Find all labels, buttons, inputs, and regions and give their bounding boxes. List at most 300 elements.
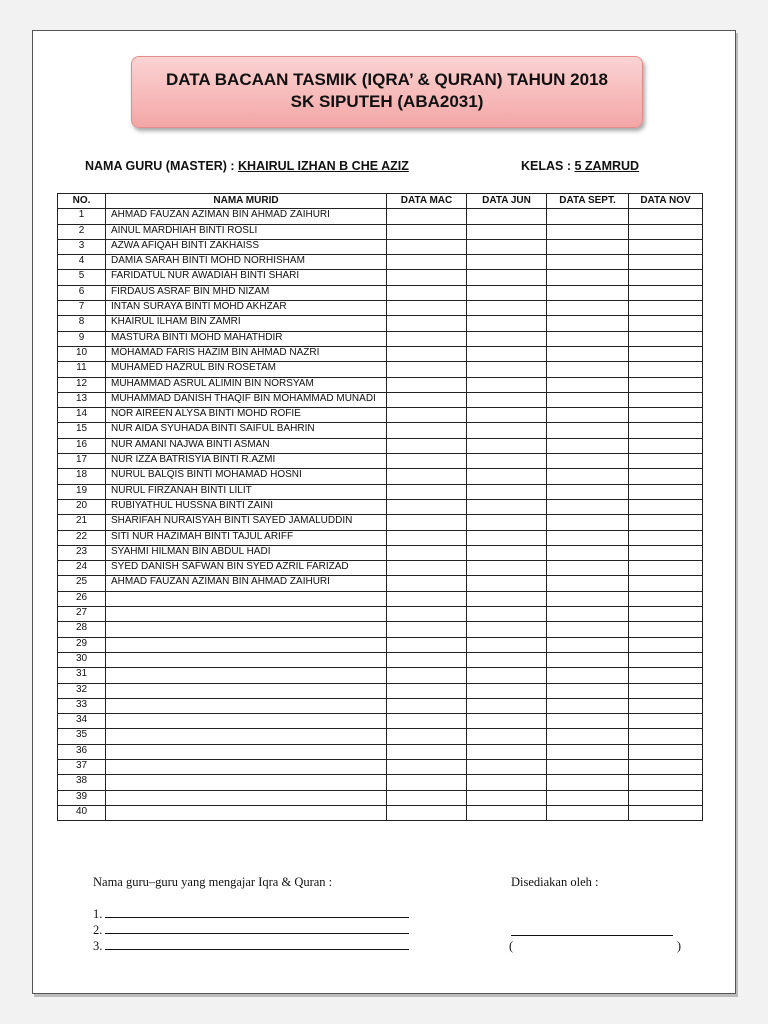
row-number: 35	[58, 729, 106, 744]
data-nov-cell	[629, 729, 703, 744]
data-nov-cell	[629, 652, 703, 667]
table-row	[58, 561, 703, 576]
student-name: NUR IZZA BATRISYIA BINTI R.AZMI	[106, 454, 387, 469]
table-row	[58, 652, 703, 667]
data-sept-cell	[547, 668, 629, 683]
student-name: INTAN SURAYA BINTI MOHD AKHZAR	[106, 301, 387, 316]
data-jun-cell	[467, 714, 547, 729]
data-jun-cell	[467, 239, 547, 254]
data-jun-cell	[467, 224, 547, 239]
data-mac-cell	[387, 591, 467, 606]
teacher-line-1	[93, 907, 409, 922]
row-number: 6	[58, 285, 106, 300]
data-nov-cell	[629, 591, 703, 606]
data-nov-cell	[629, 698, 703, 713]
data-jun-cell	[467, 454, 547, 469]
student-name: SYED DANISH SAFWAN BIN SYED AZRIL FARIZAD	[106, 561, 387, 576]
row-number: 11	[58, 362, 106, 377]
data-mac-cell	[387, 698, 467, 713]
data-nov-cell	[629, 209, 703, 224]
student-name: AHMAD FAUZAN AZIMAN BIN AHMAD ZAIHURI	[106, 576, 387, 591]
teacher-line-3	[93, 939, 409, 954]
student-name: NUR AIDA SYUHADA BINTI SAIFUL BAHRIN	[106, 423, 387, 438]
data-nov-cell	[629, 545, 703, 560]
row-number: 17	[58, 454, 106, 469]
table-row	[58, 790, 703, 805]
header-data-jun: DATA JUN	[467, 194, 547, 209]
table-row	[58, 683, 703, 698]
data-nov-cell	[629, 285, 703, 300]
data-sept-cell	[547, 576, 629, 591]
data-jun-cell	[467, 392, 547, 407]
data-mac-cell	[387, 438, 467, 453]
data-nov-cell	[629, 668, 703, 683]
row-number: 19	[58, 484, 106, 499]
data-mac-cell	[387, 714, 467, 729]
teachers-label: Nama guru–guru yang mengajar Iqra & Quran :	[93, 875, 333, 889]
row-number: 23	[58, 545, 106, 560]
data-jun-cell	[467, 683, 547, 698]
student-name: AINUL MARDHIAH BINTI ROSLI	[106, 224, 387, 239]
table-row	[58, 438, 703, 453]
data-nov-cell	[629, 438, 703, 453]
student-name: NUR AMANI NAJWA BINTI ASMAN	[106, 438, 387, 453]
data-mac-cell	[387, 637, 467, 652]
data-mac-cell	[387, 224, 467, 239]
student-name: MUHAMMAD DANISH THAQIF BIN MOHAMMAD MUNADI	[106, 392, 387, 407]
data-jun-cell	[467, 301, 547, 316]
table-row	[58, 469, 703, 484]
data-mac-cell	[387, 530, 467, 545]
data-jun-cell	[467, 530, 547, 545]
row-number: 29	[58, 637, 106, 652]
student-name	[106, 652, 387, 667]
data-jun-cell	[467, 209, 547, 224]
data-mac-cell	[387, 331, 467, 346]
data-mac-cell	[387, 515, 467, 530]
data-mac-cell	[387, 683, 467, 698]
row-number: 26	[58, 591, 106, 606]
signature-line	[511, 935, 673, 936]
data-jun-cell	[467, 423, 547, 438]
data-mac-cell	[387, 729, 467, 744]
table-header-row	[58, 194, 703, 209]
data-mac-cell	[387, 270, 467, 285]
row-number: 34	[58, 714, 106, 729]
student-name: MOHAMAD FARIS HAZIM BIN AHMAD NAZRI	[106, 346, 387, 361]
row-number: 27	[58, 607, 106, 622]
data-sept-cell	[547, 316, 629, 331]
table-row	[58, 515, 703, 530]
data-nov-cell	[629, 499, 703, 514]
data-mac-cell	[387, 377, 467, 392]
row-number: 32	[58, 683, 106, 698]
data-mac-cell	[387, 316, 467, 331]
row-number: 9	[58, 331, 106, 346]
row-number: 4	[58, 255, 106, 270]
data-nov-cell	[629, 790, 703, 805]
data-nov-cell	[629, 469, 703, 484]
student-name: NURUL BALQIS BINTI MOHAMAD HOSNI	[106, 469, 387, 484]
data-nov-cell	[629, 224, 703, 239]
data-mac-cell	[387, 759, 467, 774]
data-jun-cell	[467, 698, 547, 713]
data-mac-cell	[387, 301, 467, 316]
data-mac-cell	[387, 423, 467, 438]
student-name	[106, 744, 387, 759]
teacher-line-number: 2.	[93, 923, 103, 937]
data-sept-cell	[547, 744, 629, 759]
data-sept-cell	[547, 285, 629, 300]
student-name	[106, 729, 387, 744]
student-table	[57, 193, 703, 821]
student-name	[106, 775, 387, 790]
data-sept-cell	[547, 469, 629, 484]
data-jun-cell	[467, 270, 547, 285]
data-sept-cell	[547, 484, 629, 499]
data-nov-cell	[629, 561, 703, 576]
row-number: 10	[58, 346, 106, 361]
data-nov-cell	[629, 346, 703, 361]
row-number: 5	[58, 270, 106, 285]
data-sept-cell	[547, 423, 629, 438]
student-name: SHARIFAH NURAISYAH BINTI SAYED JAMALUDDIN	[106, 515, 387, 530]
row-number: 37	[58, 759, 106, 774]
data-jun-cell	[467, 759, 547, 774]
table-row	[58, 392, 703, 407]
table-row	[58, 698, 703, 713]
table-row	[58, 239, 703, 254]
data-sept-cell	[547, 622, 629, 637]
blank-line	[105, 949, 409, 950]
header-name: NAMA MURID	[106, 194, 387, 209]
data-jun-cell	[467, 652, 547, 667]
data-jun-cell	[467, 408, 547, 423]
data-sept-cell	[547, 714, 629, 729]
data-nov-cell	[629, 392, 703, 407]
student-name	[106, 805, 387, 820]
teacher-label: NAMA GURU (MASTER) :	[85, 159, 235, 173]
data-sept-cell	[547, 408, 629, 423]
row-number: 13	[58, 392, 106, 407]
data-nov-cell	[629, 331, 703, 346]
data-jun-cell	[467, 255, 547, 270]
student-name: NURUL FIRZANAH BINTI LILIT	[106, 484, 387, 499]
header-data-sept: DATA SEPT.	[547, 194, 629, 209]
teacher-name: KHAIRUL IZHAN B CHE AZIZ	[238, 159, 409, 173]
row-number: 18	[58, 469, 106, 484]
row-number: 14	[58, 408, 106, 423]
data-nov-cell	[629, 683, 703, 698]
data-nov-cell	[629, 270, 703, 285]
row-number: 24	[58, 561, 106, 576]
data-nov-cell	[629, 622, 703, 637]
table-row	[58, 530, 703, 545]
data-nov-cell	[629, 775, 703, 790]
row-number: 20	[58, 499, 106, 514]
data-sept-cell	[547, 239, 629, 254]
table-row	[58, 316, 703, 331]
data-sept-cell	[547, 790, 629, 805]
student-name	[106, 790, 387, 805]
data-nov-cell	[629, 301, 703, 316]
table-row	[58, 759, 703, 774]
data-nov-cell	[629, 316, 703, 331]
data-jun-cell	[467, 438, 547, 453]
data-jun-cell	[467, 790, 547, 805]
data-mac-cell	[387, 454, 467, 469]
data-mac-cell	[387, 607, 467, 622]
table-body	[58, 209, 703, 821]
data-nov-cell	[629, 423, 703, 438]
row-number: 39	[58, 790, 106, 805]
data-jun-cell	[467, 622, 547, 637]
row-number: 7	[58, 301, 106, 316]
data-mac-cell	[387, 499, 467, 514]
student-name: SYAHMI HILMAN BIN ABDUL HADI	[106, 545, 387, 560]
close-bracket: )	[676, 939, 681, 953]
data-mac-cell	[387, 484, 467, 499]
data-nov-cell	[629, 607, 703, 622]
data-nov-cell	[629, 530, 703, 545]
data-jun-cell	[467, 515, 547, 530]
data-nov-cell	[629, 805, 703, 820]
student-name: AHMAD FAUZAN AZIMAN BIN AHMAD ZAIHURI	[106, 209, 387, 224]
student-name: MUHAMMAD ASRUL ALIMIN BIN NORSYAM	[106, 377, 387, 392]
table-row	[58, 408, 703, 423]
data-mac-cell	[387, 744, 467, 759]
data-mac-cell	[387, 545, 467, 560]
table-row	[58, 775, 703, 790]
student-name: DAMIA SARAH BINTI MOHD NORHISHAM	[106, 255, 387, 270]
data-sept-cell	[547, 301, 629, 316]
footer-section	[93, 875, 703, 985]
data-jun-cell	[467, 576, 547, 591]
table-row	[58, 377, 703, 392]
student-name	[106, 714, 387, 729]
data-mac-cell	[387, 790, 467, 805]
table-row	[58, 545, 703, 560]
data-sept-cell	[547, 729, 629, 744]
student-name	[106, 591, 387, 606]
data-mac-cell	[387, 576, 467, 591]
data-sept-cell	[547, 607, 629, 622]
data-mac-cell	[387, 209, 467, 224]
data-jun-cell	[467, 729, 547, 744]
data-sept-cell	[547, 346, 629, 361]
student-name	[106, 698, 387, 713]
data-nov-cell	[629, 759, 703, 774]
data-sept-cell	[547, 683, 629, 698]
data-mac-cell	[387, 346, 467, 361]
row-number: 1	[58, 209, 106, 224]
student-name	[106, 607, 387, 622]
row-number: 21	[58, 515, 106, 530]
teacher-line-number: 1.	[93, 907, 103, 921]
class-name: 5 ZAMRUD	[574, 159, 640, 173]
data-jun-cell	[467, 316, 547, 331]
data-mac-cell	[387, 469, 467, 484]
blank-line	[105, 933, 409, 934]
table-row	[58, 744, 703, 759]
data-mac-cell	[387, 239, 467, 254]
data-nov-cell	[629, 239, 703, 254]
header-data-nov: DATA NOV	[629, 194, 703, 209]
table-row	[58, 607, 703, 622]
data-nov-cell	[629, 744, 703, 759]
table-row	[58, 270, 703, 285]
data-mac-cell	[387, 561, 467, 576]
table-row	[58, 224, 703, 239]
table-row	[58, 209, 703, 224]
student-name: FIRDAUS ASRAF BIN MHD NIZAM	[106, 285, 387, 300]
data-sept-cell	[547, 438, 629, 453]
data-nov-cell	[629, 576, 703, 591]
table-row	[58, 591, 703, 606]
data-mac-cell	[387, 805, 467, 820]
data-sept-cell	[547, 530, 629, 545]
data-jun-cell	[467, 607, 547, 622]
data-sept-cell	[547, 652, 629, 667]
table-row	[58, 714, 703, 729]
student-name: FARIDATUL NUR AWADIAH BINTI SHARI	[106, 270, 387, 285]
data-nov-cell	[629, 714, 703, 729]
data-nov-cell	[629, 362, 703, 377]
blank-line	[105, 917, 409, 918]
table-row	[58, 576, 703, 591]
table-row	[58, 454, 703, 469]
class-info	[85, 159, 705, 177]
data-jun-cell	[467, 775, 547, 790]
student-name: KHAIRUL ILHAM BIN ZAMRI	[106, 316, 387, 331]
row-number: 15	[58, 423, 106, 438]
student-name: MUHAMED HAZRUL BIN ROSETAM	[106, 362, 387, 377]
data-sept-cell	[547, 392, 629, 407]
data-jun-cell	[467, 637, 547, 652]
table-row	[58, 362, 703, 377]
teacher-line-2	[93, 923, 409, 938]
teacher-line-number: 3.	[93, 939, 103, 953]
table-row	[58, 499, 703, 514]
data-mac-cell	[387, 652, 467, 667]
open-bracket: (	[509, 939, 514, 953]
data-nov-cell	[629, 408, 703, 423]
row-number: 2	[58, 224, 106, 239]
data-sept-cell	[547, 331, 629, 346]
student-name	[106, 622, 387, 637]
row-number: 28	[58, 622, 106, 637]
prepared-by-label: Disediakan oleh :	[511, 875, 599, 889]
document-page	[32, 30, 736, 994]
table-row	[58, 637, 703, 652]
data-sept-cell	[547, 454, 629, 469]
data-jun-cell	[467, 744, 547, 759]
data-jun-cell	[467, 469, 547, 484]
table-row	[58, 301, 703, 316]
data-sept-cell	[547, 759, 629, 774]
document-title: DATA BACAAN TASMIK (IQRA’ & QURAN) TAHUN 2018	[165, 70, 608, 89]
table-row	[58, 484, 703, 499]
data-mac-cell	[387, 622, 467, 637]
row-number: 38	[58, 775, 106, 790]
data-mac-cell	[387, 255, 467, 270]
student-name: AZWA AFIQAH BINTI ZAKHAISS	[106, 239, 387, 254]
table-row	[58, 255, 703, 270]
data-sept-cell	[547, 637, 629, 652]
header-data-mac: DATA MAC	[387, 194, 467, 209]
class-info-right	[521, 159, 639, 173]
data-sept-cell	[547, 545, 629, 560]
table-row	[58, 622, 703, 637]
data-sept-cell	[547, 561, 629, 576]
student-name	[106, 759, 387, 774]
data-nov-cell	[629, 377, 703, 392]
data-sept-cell	[547, 591, 629, 606]
data-sept-cell	[547, 377, 629, 392]
teacher-info	[85, 159, 409, 173]
school-name: SK SIPUTEH (ABA2031)	[290, 92, 484, 111]
data-sept-cell	[547, 775, 629, 790]
data-sept-cell	[547, 499, 629, 514]
data-sept-cell	[547, 362, 629, 377]
table-row	[58, 423, 703, 438]
data-sept-cell	[547, 255, 629, 270]
data-jun-cell	[467, 484, 547, 499]
row-number: 25	[58, 576, 106, 591]
table-row	[58, 346, 703, 361]
student-name: RUBIYATHUL HUSSNA BINTI ZAINI	[106, 499, 387, 514]
row-number: 31	[58, 668, 106, 683]
row-number: 40	[58, 805, 106, 820]
student-name	[106, 683, 387, 698]
data-jun-cell	[467, 545, 547, 560]
data-mac-cell	[387, 285, 467, 300]
student-name: SITI NUR HAZIMAH BINTI TAJUL ARIFF	[106, 530, 387, 545]
student-name	[106, 668, 387, 683]
data-sept-cell	[547, 515, 629, 530]
student-name: NOR AIREEN ALYSA BINTI MOHD ROFIE	[106, 408, 387, 423]
data-jun-cell	[467, 499, 547, 514]
row-number: 8	[58, 316, 106, 331]
row-number: 30	[58, 652, 106, 667]
row-number: 12	[58, 377, 106, 392]
data-jun-cell	[467, 362, 547, 377]
data-jun-cell	[467, 285, 547, 300]
data-nov-cell	[629, 515, 703, 530]
data-jun-cell	[467, 331, 547, 346]
data-sept-cell	[547, 209, 629, 224]
table-row	[58, 668, 703, 683]
data-jun-cell	[467, 591, 547, 606]
table-row	[58, 285, 703, 300]
data-nov-cell	[629, 255, 703, 270]
data-mac-cell	[387, 775, 467, 790]
header-no: NO.	[58, 194, 106, 209]
table-row	[58, 805, 703, 820]
data-mac-cell	[387, 668, 467, 683]
data-sept-cell	[547, 698, 629, 713]
data-jun-cell	[467, 561, 547, 576]
class-label: KELAS :	[521, 159, 571, 173]
table-row	[58, 331, 703, 346]
row-number: 36	[58, 744, 106, 759]
data-jun-cell	[467, 346, 547, 361]
row-number: 3	[58, 239, 106, 254]
data-sept-cell	[547, 805, 629, 820]
data-jun-cell	[467, 377, 547, 392]
data-nov-cell	[629, 637, 703, 652]
data-nov-cell	[629, 454, 703, 469]
